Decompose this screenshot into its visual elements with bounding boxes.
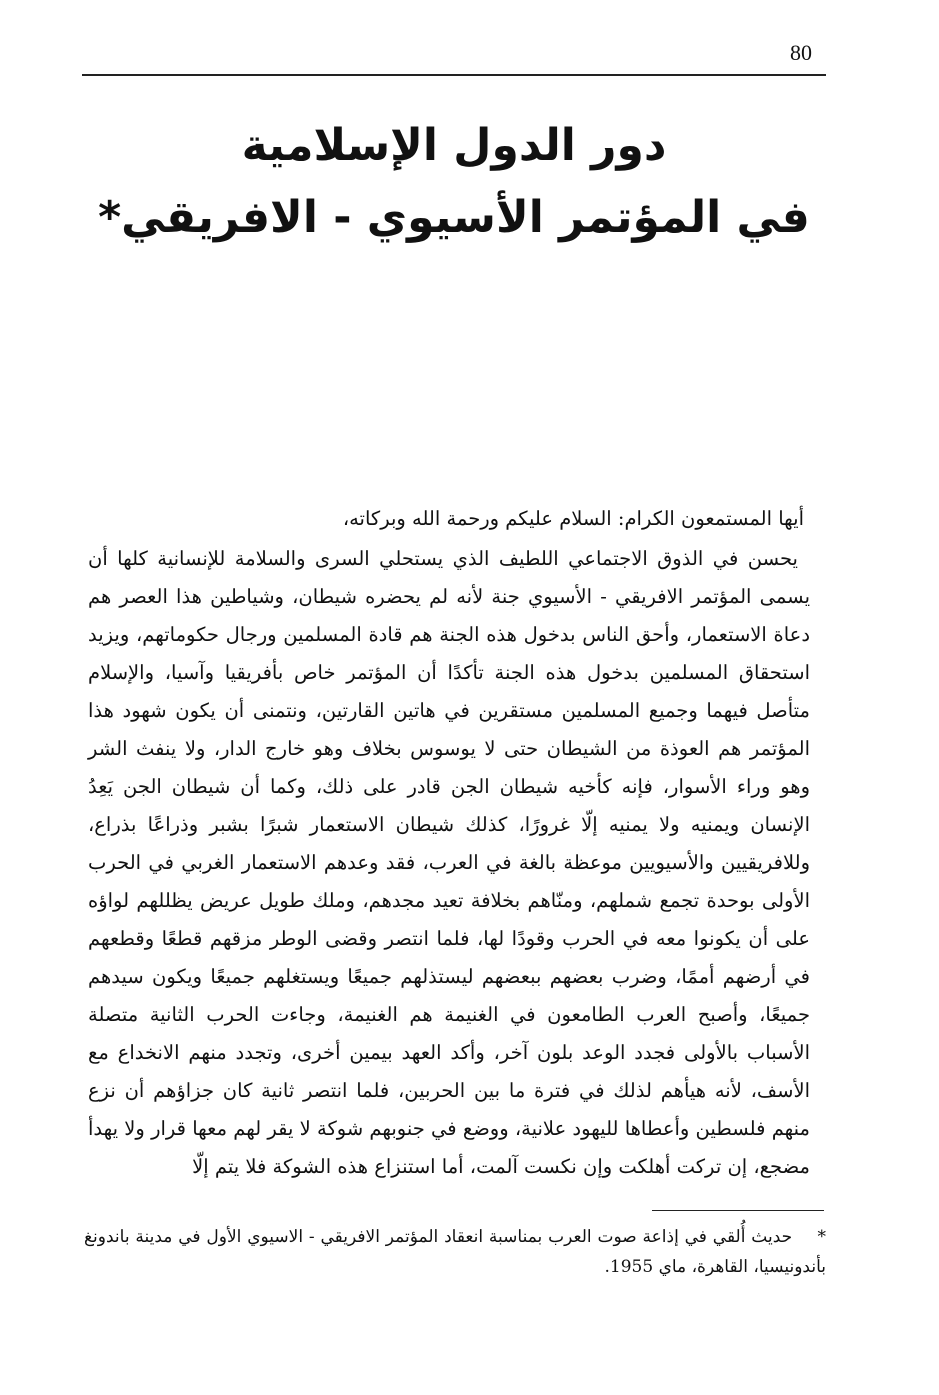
page-number: 80 — [790, 40, 812, 65]
chapter-title — [82, 110, 826, 254]
footnote-rule — [652, 1210, 824, 1211]
body-paragraph: يحسن في الذوق الاجتماعي اللطيف الذي يستحلي السرى والسلامة للإنسانية كلها أن يسمى المؤتمر الافريقي - الأسيوي جنة لأنه لم يحضره شيطان، وشياطين هذا العصر هم دعاة الاستعمار، وأحق الناس بدخول هذه الجنة هم قادة المسلمين ورجال حكوماتهم، ويزيد استحقاق المسلمين بدخول هذه الجنة تأكدًا أن المؤتمر خاص بأفريقيا وآسيا، والإسلام متأصل فيهما وجميع المسلمين مستقرين في هاتين القارتين، ونتمنى أن يكون شهود هذا المؤتمر هم العوذة من الشيطان حتى لا يوسوس بخلاف وهو خارج الدار، ولا ينفث الشر وهو وراء الأسوار، فإنه كأخيه شيطان الجن قادر على ذلك، وكما أن شيطان الجن يَعِدُ الإنسان ويمنيه ولا يمنيه إلّا غرورًا، كذلك شيطان الاستعمار شبرًا بشبر وذراعًا بذراع، وللافريقيين والأسيويين موعظة بالغة في العرب، فقد وعدهم الاستعمار الغربي في الحرب الأولى بوحدة تجمع شملهم، ومنّاهم بخلافة تعيد مجدهم، وملك طويل عريض يظللهم لواؤه على أن يكونوا معه في الحرب وقودًا لها، فلما انتصر وقضى الوطر مزقهم قطعًا وقطعهم في أرضهم أممًا، وضرب بعضهم ببعضهم ليستذلهم جميعًا ويستغلهم جميعًا ويكون سيدهم جميعًا، وأصبح العرب الطامعون في الغنيمة هم الغنيمة، وجاءت الحرب الثانية متصلة الأسباب بالأولى فجدد الوعد بلون آخر، وأكد العهد بيمين أخرى، وتجدد منهم الانخداع مع الأسف، لأنه هيأهم لذلك في فترة ما بين الحربين، فلما انتصر ثانية كان جزاؤهم أن نزع منهم فلسطين وأعطاها لليهود علانية، ووضع في جنوبهم شوكة لا يقر لهم معها قرار ولا يهدأ مضجع، إن تركت أهلكت وإن نكست آلمت، أما استنزاع هذه الشوكة فلا يتم إلّا — [88, 547, 810, 1178]
header-rule — [82, 74, 826, 76]
footnote-mark: * — [817, 1227, 826, 1247]
title-line-2: في المؤتمر الأسيوي - الافريقي* — [98, 192, 810, 243]
footnote-text: حديث أُلقي في إذاعة صوت العرب بمناسبة انعقاد المؤتمر الافريقي - الاسيوي الأول في مدينة باندونغ بأندونيسيا، القاهرة، ماي 1955. — [84, 1227, 826, 1277]
body-text — [88, 500, 810, 1186]
title-line-1: دور الدول الإسلامية — [241, 120, 667, 171]
salutation: أيها المستمعون الكرام: السلام عليكم ورحمة الله وبركاته، — [342, 507, 804, 530]
footnote — [84, 1222, 826, 1282]
